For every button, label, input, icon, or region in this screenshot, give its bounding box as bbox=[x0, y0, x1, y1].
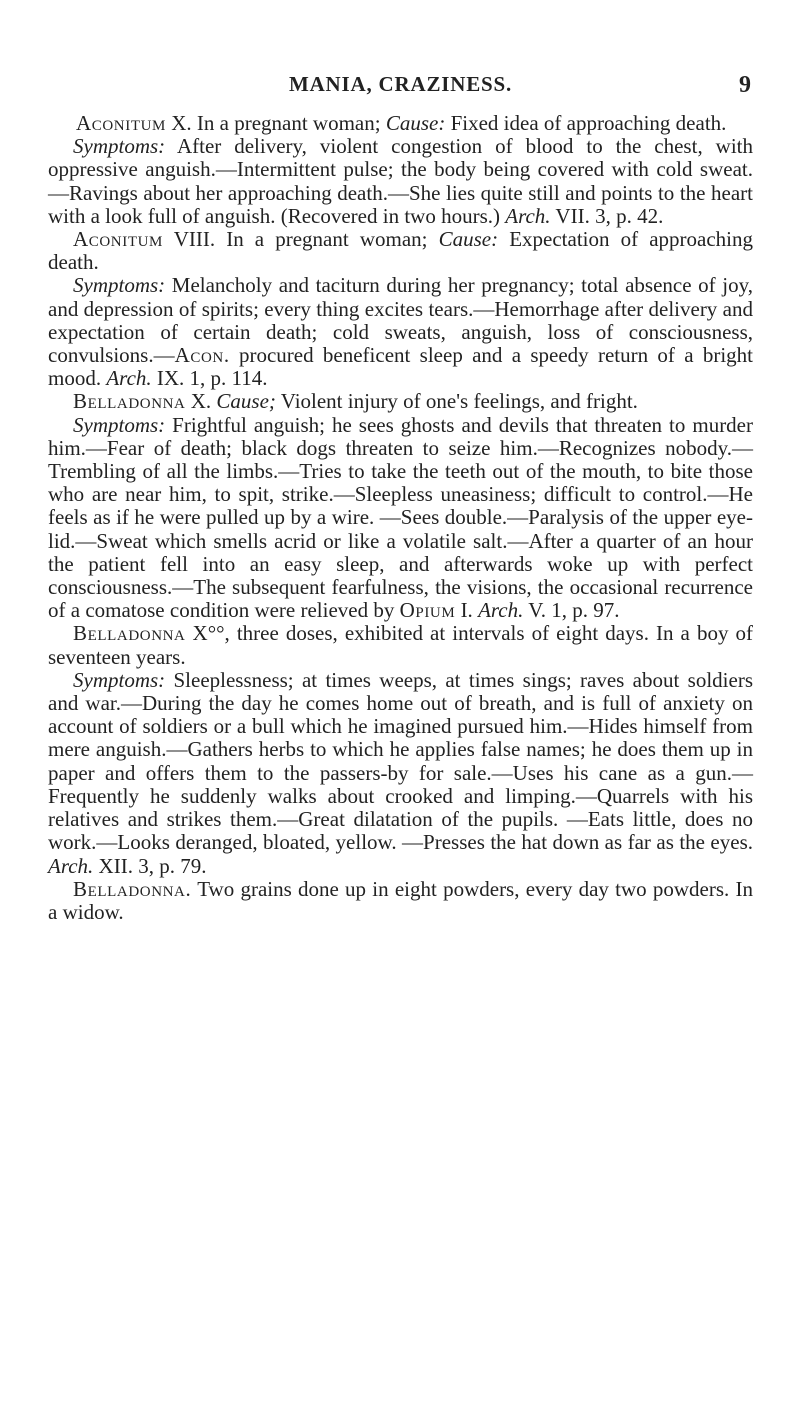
paragraph-aconitum-x bbox=[48, 112, 753, 135]
paragraph-belladonna-two-grains bbox=[48, 878, 753, 924]
text-run: Expectation of approaching death. bbox=[48, 227, 753, 275]
text-run: XII. 3, p. 79. bbox=[93, 853, 207, 878]
italic-run: Symptoms: bbox=[73, 412, 166, 437]
text-run: Melancholy and taciturn during her pregnancy; total absence of joy, and depression of spirits; every thing excites tears.—Hemorrhage after delivery and expectation of certain death; cold sweats, anguish, loss of consciousness, convulsions.— bbox=[48, 273, 753, 368]
remedy-name: Belladonna bbox=[73, 389, 186, 414]
remedy-name: Aconitum bbox=[73, 227, 163, 252]
remedy-name: Opium bbox=[399, 598, 456, 623]
paragraph-symptoms-4 bbox=[48, 669, 753, 878]
text-run: VII. 3, p. 42. bbox=[550, 203, 664, 228]
text-run: X°°, three doses, exhibited at intervals of eight days. In a boy of seventeen years. bbox=[48, 621, 753, 669]
paragraph-symptoms-2 bbox=[48, 274, 753, 390]
text-run: Sleeplessness; at times weeps, at times sings; raves about soldiers and war.—During the day he comes home out of breath, and is full of anxiety on account of soldiers or a bull which he imagined pursued him.—Hides himself from mere anguish.—Gathers herbs to which he applies false names; he does them up in paper and offers them to the passers-by for sale.—Uses his cane as a gun.—Frequently he suddenly walks about crooked and limping.—Quarrels with his relatives and strikes them.—Great dilatation of the pupils. —Eats little, does no work.—Looks deranged, bloated, yellow. —Presses the hat down as far as the eyes. bbox=[48, 667, 753, 855]
body-text bbox=[48, 112, 753, 924]
italic-run: Cause; bbox=[216, 389, 276, 414]
text-run: Two grains done up in eight powders, every day two powders. In a widow. bbox=[48, 876, 753, 924]
page-body bbox=[48, 96, 753, 924]
text-run: V. 1, p. 97. bbox=[523, 598, 620, 623]
text-run: Violent injury of one's feelings, and fright. bbox=[275, 389, 638, 414]
remedy-name: Belladonna bbox=[73, 621, 186, 646]
italic-run: Arch. bbox=[106, 366, 152, 391]
paragraph-belladonna-x-double-o bbox=[48, 622, 753, 668]
text-run: After delivery, violent congestion of blood to the chest, with oppressive anguish.—Intermittent pulse; the body being covered with cold sweat.—Ravings about her approaching death.—She lies quite still and points to the heart with a look full of anguish. (Recovered in two hours.) bbox=[48, 134, 753, 228]
remedy-name: Acon. bbox=[174, 343, 230, 368]
text-run: Frightful anguish; he sees ghosts and devils that threaten to murder him.—Fear of death; black dogs threaten to seize him.—Recognizes nobody.—Trembling of all the limbs.—Tries to take the teeth out of the mouth, to bite those who are near him, to spit, strike.—Sleepless uneasiness; difficult to control.—He feels as if he were pulled up by a wire. —Sees double.—Paralysis of the upper eye-lid.—Sweat which smells acrid or like a volatile salt.—After a quarter of an hour the patient fell into an easy sleep, and afterwards woke up with perfect consciousness.—The subsequent fearfulness, the visions, the occasional recurrence of a comatose condition were relieved by bbox=[48, 412, 753, 623]
running-title: MANIA, CRAZINESS. bbox=[288, 72, 513, 96]
text-run: Fixed idea of approaching death. bbox=[445, 111, 727, 135]
italic-run: Cause: bbox=[385, 111, 446, 135]
paragraph-belladonna-x bbox=[48, 390, 753, 413]
italic-run: Cause: bbox=[438, 227, 499, 252]
text-run: procured beneficent sleep and a speedy return of a bright mood. bbox=[48, 343, 753, 391]
remedy-name: Belladonna. bbox=[73, 876, 192, 901]
text-run: X. In a pregnant woman; bbox=[165, 111, 386, 135]
remedy-name: Aconitum bbox=[76, 111, 166, 135]
italic-run: Symptoms: bbox=[73, 667, 166, 692]
italic-run: Arch. bbox=[505, 203, 551, 228]
text-run: X. bbox=[185, 389, 217, 414]
page-number: 9 bbox=[739, 72, 751, 98]
italic-run: Symptoms: bbox=[73, 134, 166, 159]
paragraph-aconitum-viii bbox=[48, 228, 753, 274]
italic-run: Symptoms: bbox=[73, 273, 166, 298]
italic-run: Arch. bbox=[48, 853, 94, 878]
paragraph-symptoms-3 bbox=[48, 414, 753, 623]
italic-run: Arch. bbox=[478, 598, 524, 623]
paragraph-symptoms-1 bbox=[48, 135, 753, 228]
text-run: VIII. In a pregnant woman; bbox=[162, 227, 439, 252]
text-run: I. bbox=[455, 598, 479, 623]
text-run: IX. 1, p. 114. bbox=[151, 366, 268, 391]
